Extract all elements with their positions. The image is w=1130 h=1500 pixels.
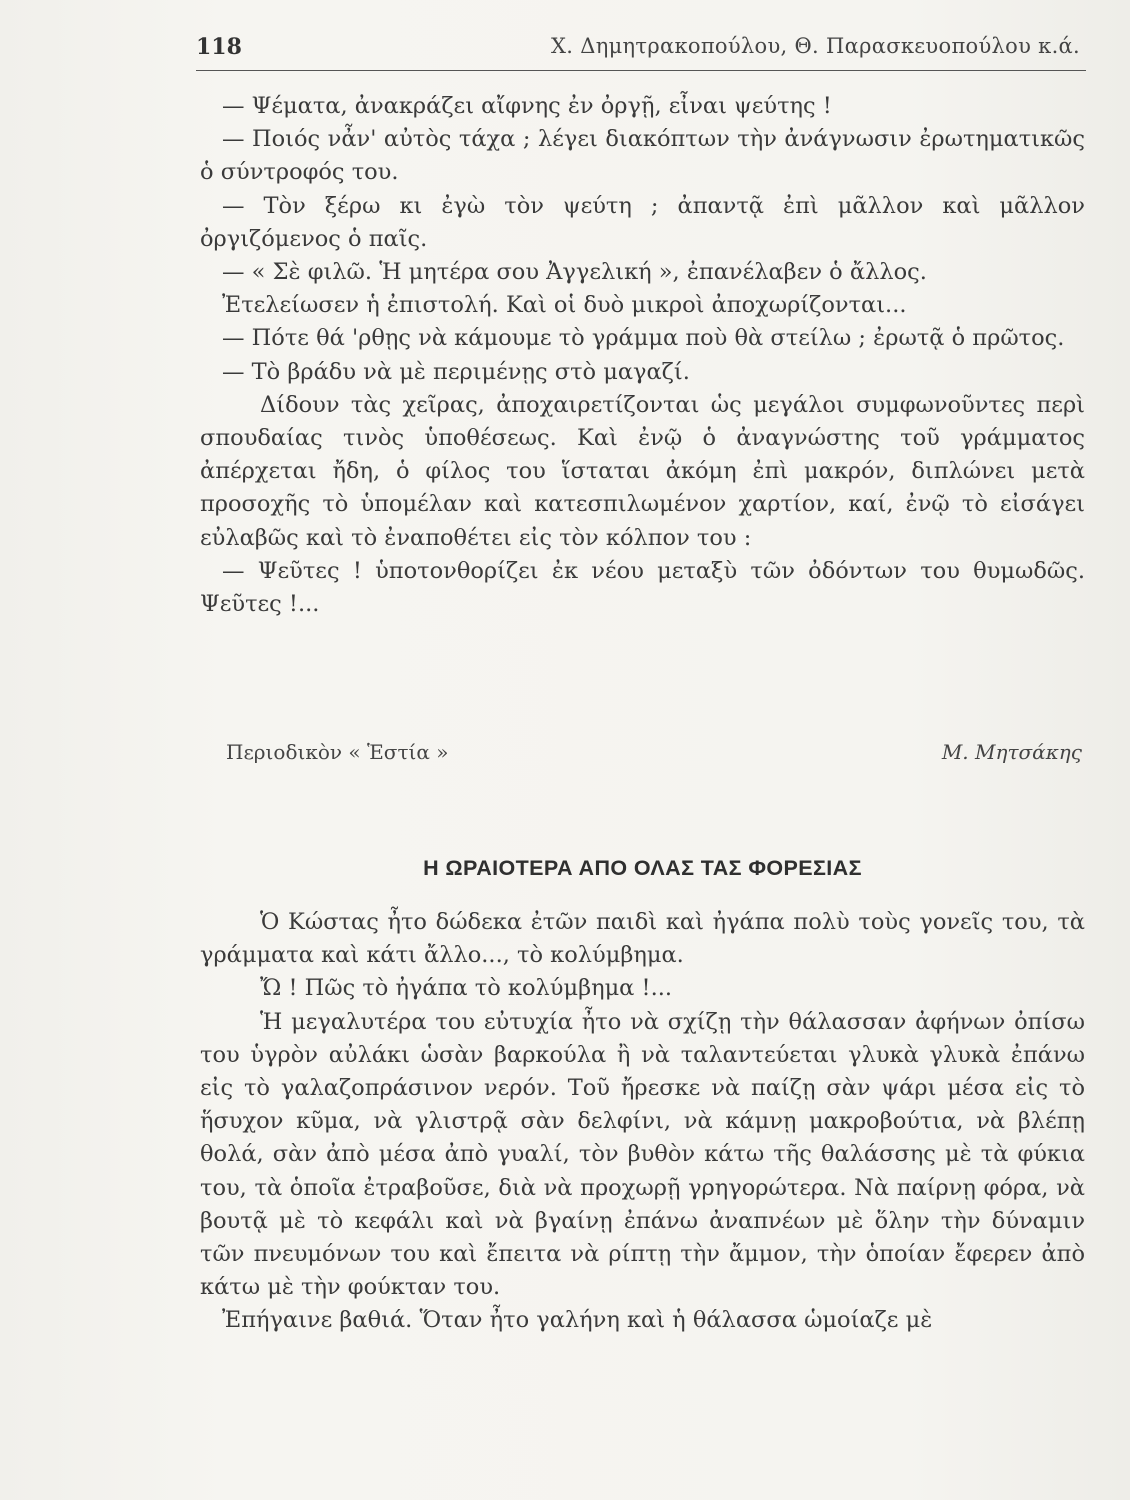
paragraph: Δίδουν τὰς χεῖρας, ἀποχαιρετίζονται ὡς μεγάλοι συμφωνοῦντες περὶ σπουδαίας τινὸς ὑποθέσεως. Καὶ ἐνῷ ὁ ἀναγνώστης τοῦ γράμματος ἀπέρχεται ἤδη, ὁ φίλος του ἵσταται ἀκόμη ἐπὶ μακρόν, διπλώνει μετὰ προσοχῆς τὸ ὑπομέλαν καὶ κατεσπιλωμένον χαρτίον, καί, ἐνῷ τὸ εἰσάγει εὐλαβῶς καὶ τὸ ἐναποθέτει εἰς τὸν κόλπον του : (200, 391, 1085, 551)
paragraph: — Τὸν ξέρω κι ἐγὼ τὸν ψεύτη ; ἀπαντᾷ ἐπὶ μᾶλλον καὶ μᾶλλον ὀργιζόμενος ὁ παῖς. (200, 192, 1085, 252)
attribution-row (226, 740, 1082, 774)
paragraph: Ἐπήγαινε βαθιά. Ὅταν ἦτο γαλήνη καὶ ἡ θάλασσα ὡμοίαζε μὲ (222, 1307, 933, 1334)
story-title: Η ΩΡΑΙΟΤΕΡΑ ΑΠΟ ΟΛΑΣ ΤΑΣ ΦΟΡΕΣΙΑΣ (423, 856, 862, 880)
paragraph: Ἡ μεγαλυτέρα του εὐτυχία ἦτο νὰ σχίζῃ τὴν θάλασσαν ἀφήνων ὀπίσω του ὑγρὸν αὐλάκι ὡσὰν βαρκούλα ἢ νὰ ταλαντεύεται γλυκὰ γλυκὰ ἐπάνω εἰς τὸ γαλαζοπράσινον νερόν. Τοῦ ἤρεσκε νὰ παίζῃ σὰν ψάρι μέσα εἰς τὸ ἥσυχον κῦμα, νὰ γλιστρᾷ σὰν δελφίνι, νὰ κάμνῃ μακροβούτια, νὰ βλέπῃ θολά, σὰν ἀπὸ μέσα ἀπὸ γυαλί, τὸν βυθὸν κάτω τῆς θαλάσσης μὲ τὰ φύκια του, τὰ ὁποῖα ἐτραβοῦσε, διὰ νὰ προχωρῇ γρηγορώτερα. Νὰ παίρνῃ φόρα, νὰ βουτᾷ μὲ τὸ κεφάλι καὶ νὰ βγαίνῃ ἐπάνω ἀναπνέων μὲ ὅλην τὴν δύναμιν τῶν πνευμόνων του καὶ ἔπειτα νὰ ρίπτῃ τὴν ἄμμον, τὴν ὁποίαν ἔφερεν ἀπὸ κάτω μὲ τὴν φούκταν του. (200, 1008, 1085, 1301)
paragraph: Ὁ Κώστας ἦτο δώδεκα ἐτῶν παιδὶ καὶ ἠγάπα πολὺ τοὺς γονεῖς του, τὰ γράμματα καὶ κάτι ἄλλο..., τὸ κολύμβημα. (200, 909, 1085, 969)
paragraph: — Πότε θά 'ρθῃς νὰ κάμουμε τὸ γράμμα ποὺ θὰ στείλω ; ἐρωτᾷ ὁ πρῶτος. (222, 325, 1065, 352)
running-head: Χ. Δημητρακοπούλου, Θ. Παρασκευοπούλου κ.ά. (551, 34, 1080, 58)
paragraph: Ἐτελείωσεν ἡ ἐπιστολή. Καὶ οἱ δυὸ μικροὶ ἀποχωρίζονται... (222, 292, 907, 319)
first-section-text (200, 90, 1085, 621)
paragraph: — « Σὲ φιλῶ. Ἡ μητέρα σου Ἀγγελική », ἐπανέλαβεν ὁ ἄλλος. (222, 259, 927, 286)
page-header (196, 30, 1086, 71)
paragraph: — Ποιός νἆν' αὐτὸς τάχα ; λέγει διακόπτων τὴν ἀνάγνωσιν ἐρωτηματικῶς ὁ σύντροφός του. (200, 126, 1085, 186)
source-citation: Περιοδικὸν « Ἑστία » (226, 740, 449, 764)
paragraph: — Ψεῦτες ! ὑποτονθορίζει ἐκ νέου μεταξὺ τῶν ὀδόντων του θυμωδῶς. Ψεῦτες !... (200, 557, 1085, 618)
story-text (200, 906, 1085, 1338)
paragraph: — Τὸ βράδυ νὰ μὲ περιμένῃς στὸ μαγαζί. (222, 358, 690, 385)
paragraph: — Ψέματα, ἀνακράζει αἴφνης ἐν ὀργῇ, εἶναι ψεύτης ! (222, 93, 832, 119)
paragraph: Ὤ ! Πῶς τὸ ἠγάπα τὸ κολύμβημα !... (260, 975, 673, 1002)
page-number: 118 (196, 34, 242, 60)
author-signature: Μ. Μητσάκης (941, 740, 1082, 764)
